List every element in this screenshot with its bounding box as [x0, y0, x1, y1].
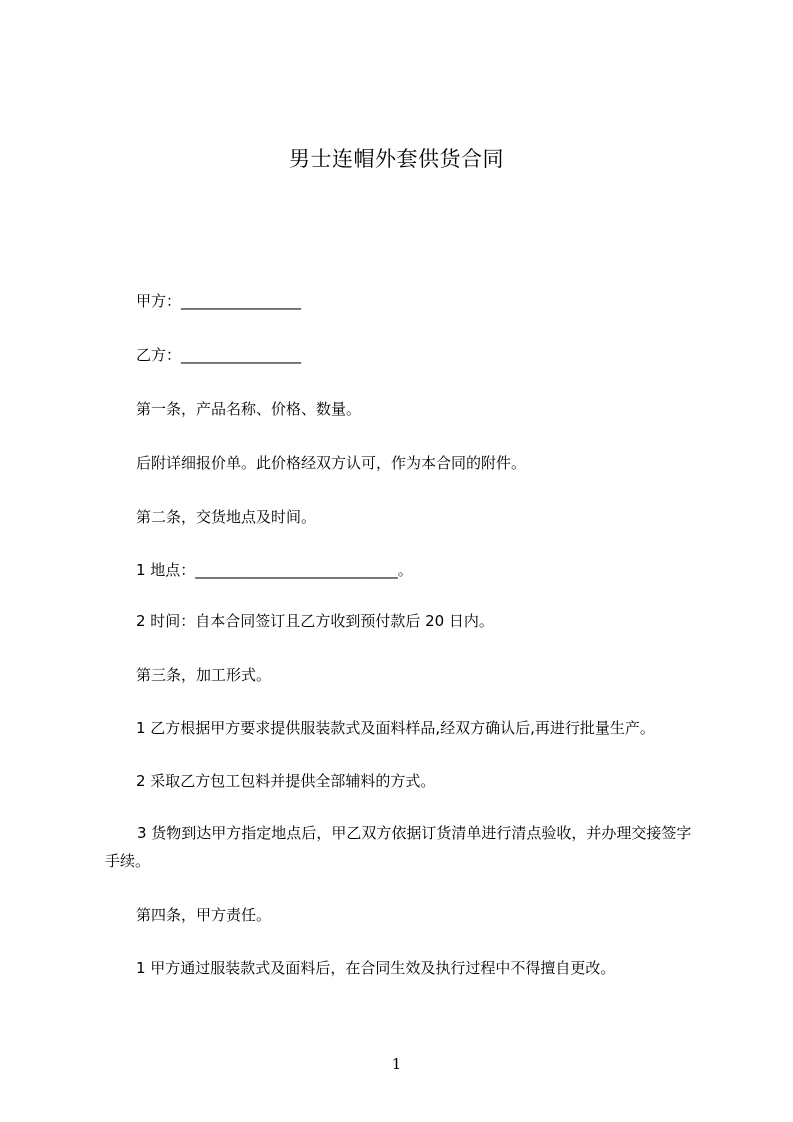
article3-item3: 3 货物到达甲方指定地点后，甲乙双方依据订货清单进行清点验收，并办理交接签字手续。: [105, 824, 692, 870]
article2-item2: 2 时间：自本合同签订且乙方收到预付款后 20 日内。: [136, 612, 494, 630]
article3-item2: 2 采取乙方包工包料并提供全部辅料的方式。: [136, 772, 436, 790]
document-title: 男士连帽外套供货合同: [289, 147, 504, 171]
article4-heading: 第四条，甲方责任。: [136, 906, 272, 924]
party-a-line: 甲方：________________: [136, 292, 302, 310]
article4-item1: 1 甲方通过服装款式及面料后，在合同生效及执行过程中不得擅自更改。: [136, 959, 616, 977]
page-number: 1: [391, 1055, 402, 1073]
article2-heading: 第二条，交货地点及时间。: [136, 508, 317, 526]
article2-item1: 1 地点：___________________________。: [136, 561, 413, 579]
article3-heading: 第三条，加工形式。: [136, 666, 272, 684]
party-b-line: 乙方：________________: [136, 346, 302, 364]
article1-text: 后附详细报价单。此价格经双方认可，作为本合同的附件。: [136, 454, 527, 472]
article3-item1: 1 乙方根据甲方要求提供服装款式及面料样品,经双方确认后,再进行批量生产。: [136, 719, 655, 737]
article1-heading: 第一条，产品名称、价格、数量。: [136, 400, 362, 418]
